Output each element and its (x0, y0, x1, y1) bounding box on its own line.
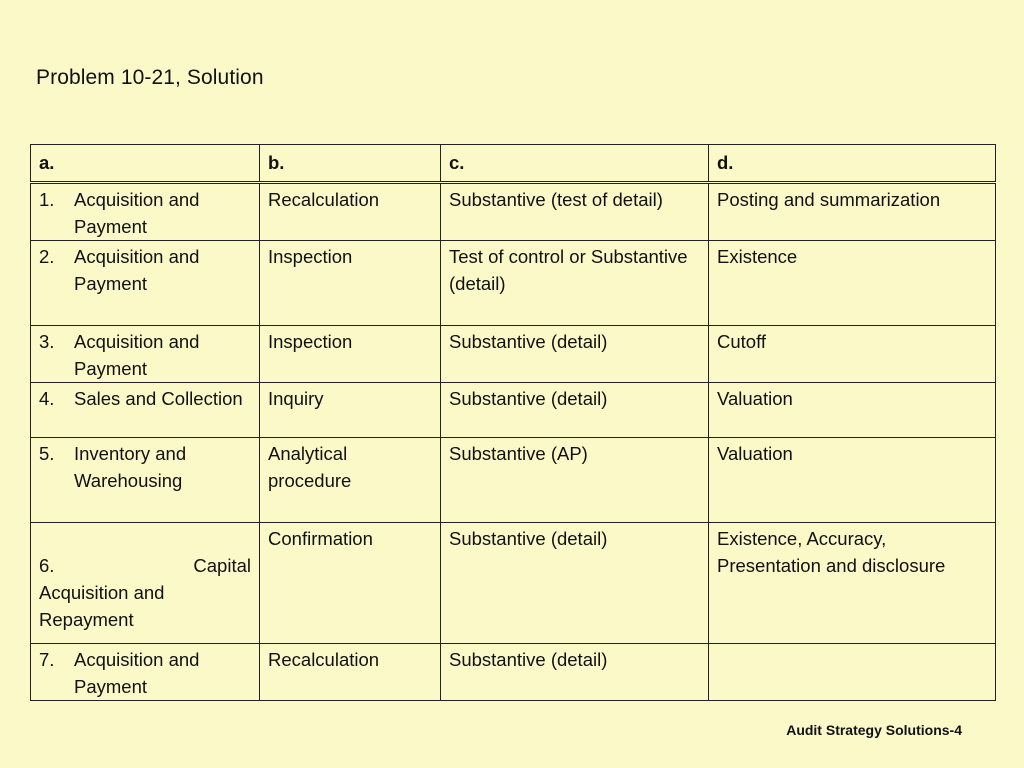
procedure-cell: Inquiry (260, 383, 441, 438)
cycle-name: Acquisition and Payment (74, 246, 200, 294)
objective-cell (709, 644, 996, 701)
cycle-cell (31, 241, 260, 326)
objective-cell: Cutoff (709, 326, 996, 383)
test-type-cell: Substantive (detail) (441, 326, 709, 383)
test-type-cell: Substantive (detail) (441, 383, 709, 438)
column-header-c: c. (441, 145, 709, 183)
table-row (31, 326, 996, 383)
cycle-name: Inventory and Warehousing (74, 443, 187, 491)
objective-cell: Existence (709, 241, 996, 326)
test-type-cell: Substantive (detail) (441, 644, 709, 701)
cycle-cell (31, 438, 260, 523)
table-header-row (31, 145, 996, 183)
row-number: 3. (39, 331, 55, 352)
slide-footer: Audit Strategy Solutions-4 (786, 722, 962, 738)
row-number: 5. (39, 443, 55, 464)
cycle-cell (31, 326, 260, 383)
procedure-cell: Inspection (260, 326, 441, 383)
cycle-cell (31, 644, 260, 701)
table-row (31, 183, 996, 241)
cycle-name: Sales and Collection (74, 388, 243, 409)
table-row (31, 383, 996, 438)
row-number: 4. (39, 388, 55, 409)
cycle-name: Acquisition and Payment (74, 649, 200, 697)
objective-cell: Valuation (709, 383, 996, 438)
table-row (31, 644, 996, 701)
objective-cell: Posting and summarization (709, 183, 996, 241)
table-row (31, 438, 996, 523)
cycle-cell (31, 183, 260, 241)
cycle-cell (31, 383, 260, 438)
row-number: 7. (39, 649, 55, 670)
test-type-cell: Substantive (detail) (441, 523, 709, 644)
objective-cell: Valuation (709, 438, 996, 523)
cycle-cell (31, 523, 260, 644)
slide-title: Problem 10-21, Solution (36, 66, 264, 89)
procedure-cell: Recalculation (260, 183, 441, 241)
solution-table (30, 144, 996, 701)
row-number: 6. (39, 555, 55, 576)
row-number: 2. (39, 246, 55, 267)
table-row (31, 241, 996, 326)
procedure-cell: Recalculation (260, 644, 441, 701)
column-header-a: a. (31, 145, 260, 183)
column-header-d: d. (709, 145, 996, 183)
cycle-name-first-word: Capital (193, 555, 251, 576)
procedure-cell: Confirmation (260, 523, 441, 644)
cycle-name: Acquisition and Payment (74, 189, 200, 237)
test-type-cell: Substantive (test of detail) (441, 183, 709, 241)
procedure-cell: Inspection (260, 241, 441, 326)
procedure-cell: Analytical procedure (260, 438, 441, 523)
test-type-cell: Test of control or Substantive (detail) (441, 241, 709, 326)
row-number: 1. (39, 189, 55, 210)
objective-cell: Existence, Accuracy, Presentation and disclosure (709, 523, 996, 644)
test-type-cell: Substantive (AP) (441, 438, 709, 523)
cycle-name: Acquisition and Payment (74, 331, 200, 379)
column-header-b: b. (260, 145, 441, 183)
cycle-name-rest: Acquisition and Repayment (39, 582, 165, 630)
table-row (31, 523, 996, 644)
